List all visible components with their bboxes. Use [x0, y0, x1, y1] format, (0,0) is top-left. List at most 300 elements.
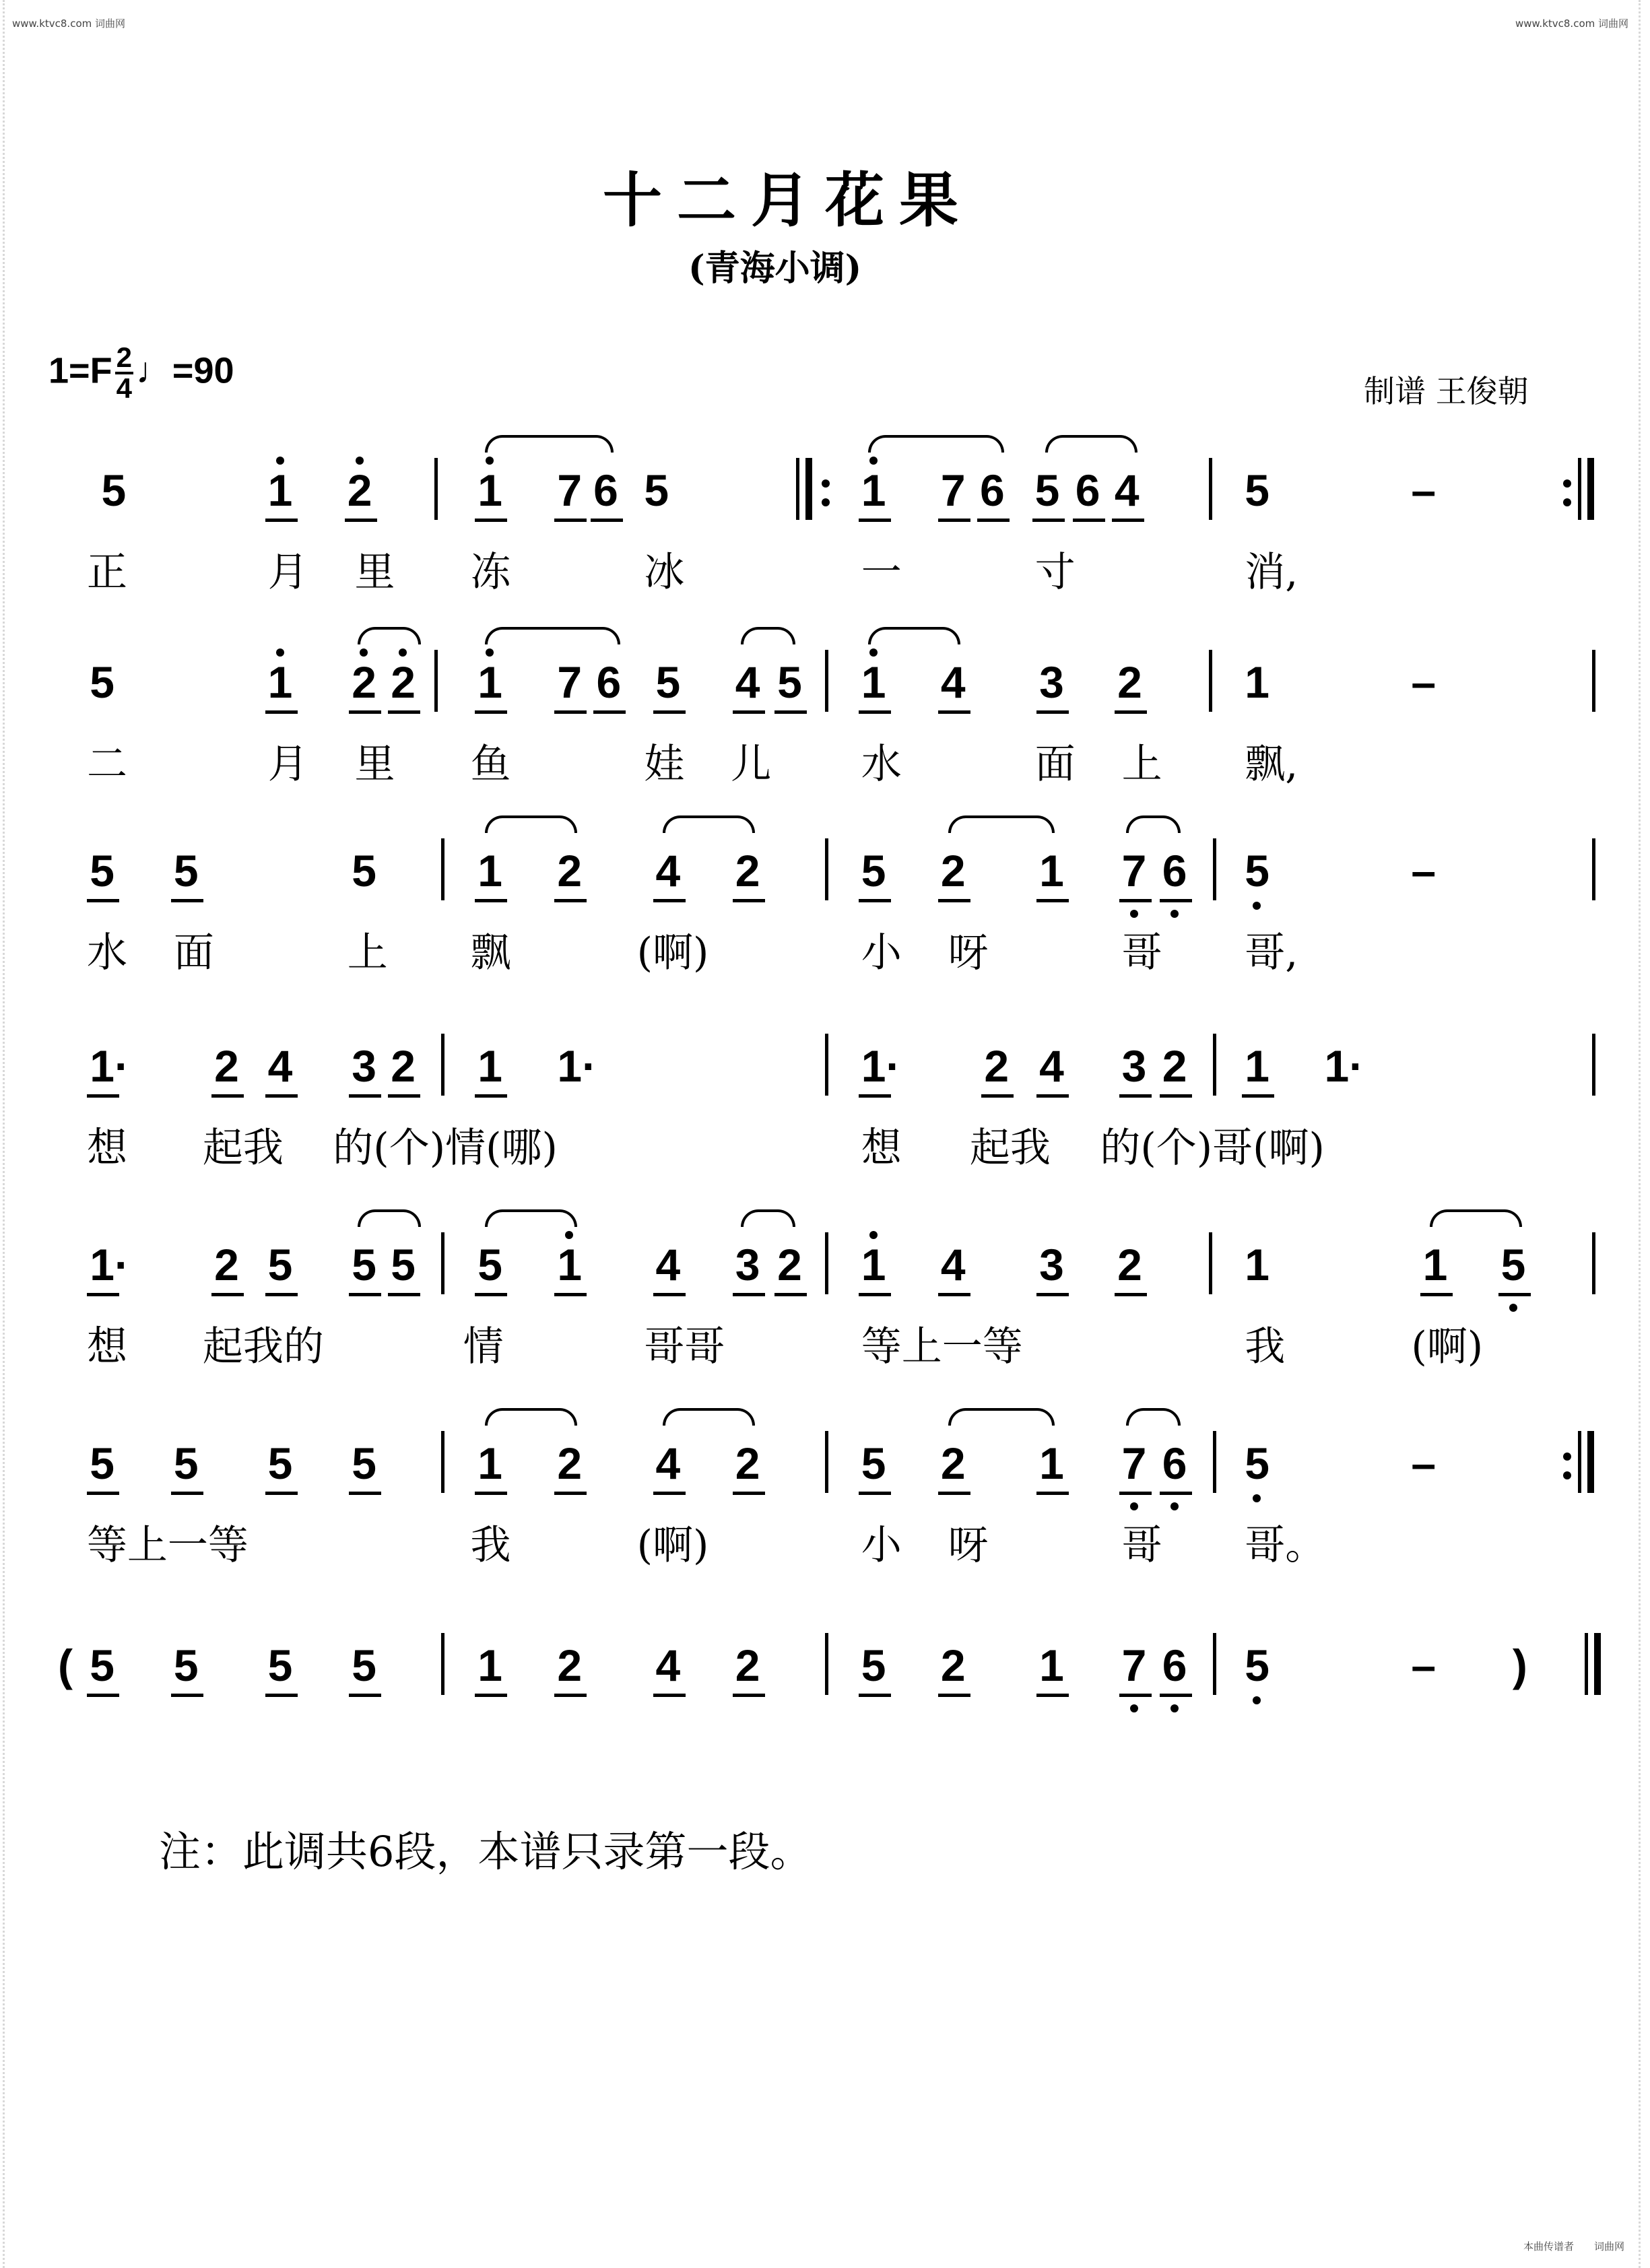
- beam-underline: [388, 1293, 420, 1296]
- slur: [485, 1408, 577, 1426]
- high-octave-dot: [486, 457, 494, 465]
- note: 2: [352, 657, 376, 707]
- barline: [1592, 650, 1595, 712]
- lyric: (啊): [1411, 1323, 1484, 1370]
- note: 1: [1245, 1240, 1269, 1290]
- note: 2: [777, 1240, 802, 1290]
- beam-underline: [859, 519, 891, 522]
- slur: [1126, 1408, 1181, 1426]
- time-signature-bottom: 4: [116, 372, 132, 404]
- note: 5: [352, 1640, 376, 1690]
- note: 3: [1121, 1041, 1147, 1091]
- barline: [825, 1232, 828, 1294]
- note: 5: [267, 1640, 293, 1690]
- beam-underline: [1160, 1492, 1192, 1495]
- beam-underline: [1036, 1694, 1069, 1697]
- note: –: [1411, 1438, 1437, 1488]
- note: 2: [557, 1438, 583, 1488]
- barline: [825, 650, 828, 712]
- note: 6: [979, 465, 1005, 515]
- lyric: 哥: [1121, 1522, 1162, 1569]
- note: 6: [593, 465, 618, 515]
- note: 5: [267, 1240, 293, 1290]
- beam-underline: [1115, 1293, 1147, 1296]
- note: –: [1411, 657, 1437, 707]
- beam-underline: [859, 1094, 891, 1098]
- note: 1: [1422, 1240, 1448, 1290]
- note: 5: [352, 1438, 376, 1488]
- beam-underline: [265, 1492, 298, 1495]
- score-subtitle: (青海小调): [688, 248, 862, 289]
- repeat-dot: [1563, 498, 1571, 506]
- beam-underline: [554, 899, 587, 902]
- barline: [441, 1431, 444, 1493]
- beam-underline: [554, 710, 587, 714]
- lyric: 呀: [948, 1522, 989, 1569]
- barline: [825, 1034, 828, 1096]
- barline: [825, 1431, 828, 1493]
- lyric: 的(个)情(哪): [333, 1125, 558, 1172]
- repeat-barline: [1587, 458, 1594, 520]
- slur: [948, 815, 1055, 833]
- high-octave-dot: [869, 648, 878, 657]
- low-octave-dot: [1170, 1704, 1179, 1712]
- repeat-barline: [1585, 1633, 1588, 1695]
- note: 1: [477, 465, 502, 515]
- slur: [358, 1209, 421, 1227]
- note: 7: [1121, 1640, 1147, 1690]
- beam-underline: [653, 1492, 686, 1495]
- beam-underline: [1119, 1094, 1152, 1098]
- note: 1: [267, 657, 293, 707]
- note: 5: [391, 1240, 416, 1290]
- repeat-dot: [1563, 1471, 1571, 1479]
- note: 1: [1039, 1640, 1064, 1690]
- lyric: 面: [1034, 741, 1076, 788]
- high-octave-dot: [486, 648, 494, 657]
- lyric: 起我的: [202, 1323, 324, 1370]
- note: 6: [1162, 1640, 1187, 1690]
- beam-underline: [981, 1094, 1014, 1098]
- beam-underline: [653, 710, 686, 714]
- note: 4: [940, 1240, 966, 1290]
- beam-underline: [733, 899, 765, 902]
- beam-underline: [1498, 1293, 1531, 1296]
- beam-underline: [475, 710, 507, 714]
- beam-underline: [171, 899, 203, 902]
- low-octave-dot: [1253, 1696, 1261, 1704]
- lyric: 冻: [470, 549, 511, 596]
- note: 1·: [557, 1041, 597, 1091]
- lyric: 起我: [202, 1125, 284, 1172]
- note: 6: [1162, 1438, 1187, 1488]
- lyric: 小: [861, 929, 902, 976]
- lyric: 月: [267, 549, 308, 596]
- note: 5: [173, 1640, 199, 1690]
- watermark-top-right: www.ktvc8.com 词曲网: [1515, 18, 1629, 30]
- lyric: 消,: [1245, 549, 1298, 596]
- repeat-dot: [822, 498, 830, 506]
- slur: [485, 815, 577, 833]
- slur: [485, 1209, 577, 1227]
- note: 7: [557, 657, 583, 707]
- beam-underline: [349, 1694, 381, 1697]
- note: 1: [477, 1041, 502, 1091]
- beam-underline: [554, 1293, 587, 1296]
- note: 4: [655, 1240, 681, 1290]
- note: 7: [557, 465, 583, 515]
- beam-underline: [475, 1293, 507, 1296]
- repeat-barline: [805, 458, 812, 520]
- note: 2: [735, 1640, 760, 1690]
- lyric: 哥: [1121, 929, 1162, 976]
- note: 1: [1245, 657, 1269, 707]
- beam-underline: [733, 1492, 765, 1495]
- repeat-dot: [1563, 1453, 1571, 1461]
- beam-underline: [1036, 710, 1069, 714]
- beam-underline: [265, 1694, 298, 1697]
- note: 5: [352, 846, 376, 896]
- beam-underline: [1242, 1094, 1274, 1098]
- lyric: (啊): [636, 929, 709, 976]
- beam-underline: [388, 1094, 420, 1098]
- beam-underline: [1119, 899, 1152, 902]
- note: 2: [1117, 657, 1142, 707]
- note: 2: [214, 1041, 239, 1091]
- beam-underline: [1160, 899, 1192, 902]
- lyric: 寸: [1034, 549, 1076, 596]
- note: ): [1512, 1640, 1527, 1690]
- beam-underline: [1115, 710, 1147, 714]
- note: –: [1411, 846, 1437, 896]
- beam-underline: [733, 710, 765, 714]
- note: 6: [1075, 465, 1100, 515]
- slur: [663, 1408, 755, 1426]
- beam-underline: [475, 1094, 507, 1098]
- beam-underline: [1032, 519, 1065, 522]
- lyric: 正: [86, 549, 127, 596]
- watermark-bottom-right: 本曲传谱者 词曲网: [1523, 2240, 1625, 2253]
- barline: [1213, 1431, 1216, 1493]
- note: 2: [214, 1240, 239, 1290]
- note: 5: [90, 846, 114, 896]
- repeat-barline: [1578, 1431, 1581, 1493]
- beam-underline: [475, 519, 507, 522]
- beam-underline: [87, 1492, 119, 1495]
- note: 5: [1034, 465, 1060, 515]
- note: –: [1411, 1640, 1437, 1690]
- slur: [485, 627, 620, 644]
- lyric: 想: [86, 1323, 127, 1370]
- note: 5: [1245, 1640, 1269, 1690]
- note: (: [57, 1640, 73, 1690]
- note: 2: [940, 846, 966, 896]
- low-octave-dot: [1130, 910, 1138, 918]
- note: 3: [735, 1240, 760, 1290]
- beam-underline: [388, 710, 420, 714]
- lyric: 冰: [644, 549, 685, 596]
- barline: [434, 650, 438, 712]
- high-octave-dot: [399, 648, 407, 657]
- note: 1·: [1324, 1041, 1364, 1091]
- note: 2: [1162, 1041, 1187, 1091]
- lyric: 月: [267, 741, 308, 788]
- key-signature: 1=F: [48, 350, 112, 391]
- note: 5: [861, 1640, 886, 1690]
- lyric: 哥哥: [644, 1323, 725, 1370]
- note: 4: [1039, 1041, 1064, 1091]
- beam-underline: [87, 1694, 119, 1697]
- barline: [441, 838, 444, 900]
- beam-underline: [265, 1293, 298, 1296]
- note: 5: [655, 657, 681, 707]
- footnote: 注：此调共6段，本谱只录第一段。: [159, 1827, 812, 1876]
- barline: [441, 1633, 444, 1695]
- barline: [434, 458, 438, 520]
- beam-underline: [938, 1293, 970, 1296]
- note: 1: [477, 1438, 502, 1488]
- note: 1: [477, 657, 502, 707]
- note: 5: [1500, 1240, 1526, 1290]
- beam-underline: [774, 710, 807, 714]
- note: 5: [173, 1438, 199, 1488]
- note: 5: [861, 846, 886, 896]
- note: 2: [984, 1041, 1010, 1091]
- watermark-top-left: www.ktvc8.com 词曲网: [12, 18, 126, 30]
- beam-underline: [1119, 1492, 1152, 1495]
- lyric: 等上一等: [86, 1522, 249, 1569]
- note: 2: [940, 1438, 966, 1488]
- note: 5: [267, 1438, 293, 1488]
- barline: [1213, 1034, 1216, 1096]
- low-octave-dot: [1253, 1494, 1261, 1502]
- high-octave-dot: [565, 1231, 573, 1239]
- lyric: 的(个)哥(啊): [1100, 1125, 1325, 1172]
- slur: [663, 815, 755, 833]
- note: 1: [267, 465, 293, 515]
- beam-underline: [1160, 1694, 1192, 1697]
- note: 1: [477, 846, 502, 896]
- note: –: [1411, 465, 1437, 515]
- lyric: 我: [470, 1522, 511, 1569]
- beam-underline: [554, 519, 587, 522]
- note: 5: [90, 1640, 114, 1690]
- note: 6: [1162, 846, 1187, 896]
- lyric: 里: [354, 549, 395, 596]
- beam-underline: [938, 1492, 970, 1495]
- barline: [441, 1232, 444, 1294]
- barline: [441, 1034, 444, 1096]
- beam-underline: [1036, 1094, 1069, 1098]
- slur: [358, 627, 421, 644]
- beam-underline: [774, 1293, 807, 1296]
- beam-underline: [653, 1694, 686, 1697]
- note: 1: [1245, 1041, 1269, 1091]
- beam-underline: [1112, 519, 1144, 522]
- lyric: 上: [347, 929, 388, 976]
- beam-underline: [87, 899, 119, 902]
- note: 5: [1245, 846, 1269, 896]
- beam-underline: [349, 710, 381, 714]
- note: 6: [596, 657, 622, 707]
- note: 1: [861, 657, 886, 707]
- repeat-barline: [1578, 458, 1581, 520]
- tempo-marking: ♩=90: [135, 350, 234, 391]
- lyric: 想: [861, 1125, 902, 1172]
- note: 1·: [90, 1041, 129, 1091]
- slur: [1126, 815, 1181, 833]
- barline: [1209, 1232, 1212, 1294]
- note: 5: [101, 465, 127, 515]
- note: 2: [735, 846, 760, 896]
- barline: [1209, 650, 1212, 712]
- note: 4: [655, 1640, 681, 1690]
- low-octave-dot: [1253, 902, 1261, 910]
- barline: [1592, 1232, 1595, 1294]
- beam-underline: [265, 519, 298, 522]
- lyric: 水: [86, 929, 127, 976]
- note: 3: [352, 1041, 376, 1091]
- note: 4: [267, 1041, 293, 1091]
- lyric: 鱼: [470, 741, 511, 788]
- note: 1: [861, 1240, 886, 1290]
- note: 4: [940, 657, 966, 707]
- note: 1: [861, 465, 886, 515]
- barline: [1592, 838, 1595, 900]
- note: 5: [90, 1438, 114, 1488]
- barline: [825, 838, 828, 900]
- lyric: 飘,: [1245, 741, 1298, 788]
- beam-underline: [859, 710, 891, 714]
- beam-underline: [554, 1694, 587, 1697]
- beam-underline: [733, 1694, 765, 1697]
- barline: [1213, 1633, 1216, 1695]
- lyric: 情: [463, 1323, 504, 1370]
- lyric: 上: [1121, 741, 1162, 788]
- note: 5: [644, 465, 669, 515]
- beam-underline: [1073, 519, 1105, 522]
- beam-underline: [859, 1694, 891, 1697]
- slur: [868, 627, 960, 644]
- barline: [1209, 458, 1212, 520]
- beam-underline: [171, 1492, 203, 1495]
- lyric: 哥。: [1245, 1522, 1326, 1569]
- barline: [1592, 1034, 1595, 1096]
- beam-underline: [938, 1694, 970, 1697]
- beam-underline: [859, 899, 891, 902]
- repeat-barline: [1594, 1633, 1601, 1695]
- note: 5: [477, 1240, 502, 1290]
- note: 4: [655, 846, 681, 896]
- note: 5: [1245, 1438, 1269, 1488]
- low-octave-dot: [1130, 1704, 1138, 1712]
- beam-underline: [938, 519, 970, 522]
- time-signature-top: 2: [116, 341, 132, 373]
- beam-underline: [977, 519, 1010, 522]
- beam-underline: [349, 1293, 381, 1296]
- note: 3: [1039, 657, 1064, 707]
- lyric: 儿: [731, 741, 772, 788]
- lyric: 里: [354, 741, 395, 788]
- slur: [485, 435, 614, 453]
- low-octave-dot: [1130, 1502, 1138, 1510]
- note: 2: [347, 465, 372, 515]
- note: 1: [1039, 1438, 1064, 1488]
- note: 1: [557, 1240, 583, 1290]
- note: 2: [391, 1041, 416, 1091]
- note: 1: [1039, 846, 1064, 896]
- note: 5: [90, 657, 114, 707]
- high-octave-dot: [276, 648, 284, 657]
- beam-underline: [1160, 1094, 1192, 1098]
- beam-underline: [593, 710, 626, 714]
- beam-underline: [859, 1293, 891, 1296]
- note: 5: [352, 1240, 376, 1290]
- high-octave-dot: [869, 457, 878, 465]
- lyric: 想: [86, 1125, 127, 1172]
- beam-underline: [1036, 899, 1069, 902]
- score-title: 十二月花果: [603, 165, 974, 235]
- note: 1·: [861, 1041, 901, 1091]
- note: 2: [1117, 1240, 1142, 1290]
- note: 5: [861, 1438, 886, 1488]
- note: 4: [1114, 465, 1140, 515]
- beam-underline: [171, 1694, 203, 1697]
- beam-underline: [345, 519, 377, 522]
- lyric: 哥,: [1245, 929, 1298, 976]
- slur: [1430, 1209, 1522, 1227]
- beam-underline: [653, 1293, 686, 1296]
- low-octave-dot: [1170, 910, 1179, 918]
- lyric: 水: [861, 741, 902, 788]
- repeat-dot: [1563, 479, 1571, 488]
- note: 2: [557, 846, 583, 896]
- beam-underline: [938, 710, 970, 714]
- low-octave-dot: [1170, 1502, 1179, 1510]
- lyric: 等上一等: [861, 1323, 1023, 1370]
- note: 2: [735, 1438, 760, 1488]
- beam-underline: [475, 1694, 507, 1697]
- note: 5: [173, 846, 199, 896]
- note: 2: [940, 1640, 966, 1690]
- lyric: 我: [1245, 1323, 1286, 1370]
- beam-underline: [1420, 1293, 1453, 1296]
- note: 5: [1245, 465, 1269, 515]
- lyric: (啊): [636, 1522, 709, 1569]
- lyric: 一: [861, 549, 902, 596]
- beam-underline: [211, 1293, 244, 1296]
- note: 2: [557, 1640, 583, 1690]
- beam-underline: [1036, 1293, 1069, 1296]
- barline: [825, 1633, 828, 1695]
- beam-underline: [87, 1293, 119, 1296]
- beam-underline: [475, 899, 507, 902]
- note: 2: [391, 657, 416, 707]
- lyric: 小: [861, 1522, 902, 1569]
- beam-underline: [653, 899, 686, 902]
- high-octave-dot: [356, 457, 364, 465]
- note: 4: [735, 657, 760, 707]
- beam-underline: [265, 1094, 298, 1098]
- repeat-barline: [1587, 1431, 1594, 1493]
- note: 7: [940, 465, 966, 515]
- slur: [741, 627, 795, 644]
- slur: [948, 1408, 1055, 1426]
- beam-underline: [938, 899, 970, 902]
- lyric: 面: [173, 929, 214, 976]
- slur: [868, 435, 1003, 453]
- note: 7: [1121, 846, 1147, 896]
